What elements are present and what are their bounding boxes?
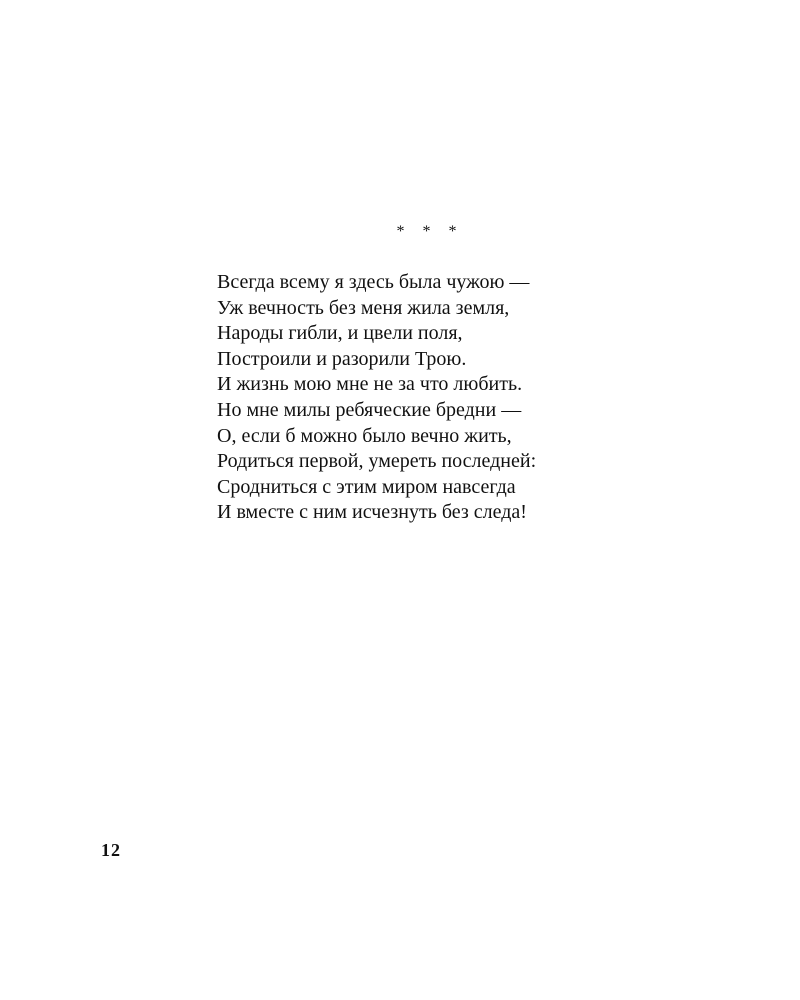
poem-line: И жизнь мою мне не за что любить.: [217, 373, 523, 396]
poem-line: Уж вечность без меня жила земля,: [217, 296, 510, 319]
poem: [217, 270, 536, 526]
poem-line: Народы гибли, и цвели поля,: [217, 322, 463, 345]
page-number: 12: [101, 840, 121, 860]
poem-line: И вместе с ним исчезнуть без следа!: [217, 501, 527, 524]
section-separator: * * *: [396, 223, 464, 240]
poem-line: Построили и разорили Трою.: [217, 347, 467, 370]
poem-line: Но мне милы ребяческие бредни —: [217, 398, 522, 421]
poem-line: О, если б можно было вечно жить,: [217, 424, 512, 447]
poem-line: Сродниться с этим миром навсегда: [217, 475, 516, 498]
poem-line: Родиться первой, умереть последней:: [217, 450, 537, 473]
poem-line: Всегда всему я здесь была чужою —: [217, 271, 530, 293]
